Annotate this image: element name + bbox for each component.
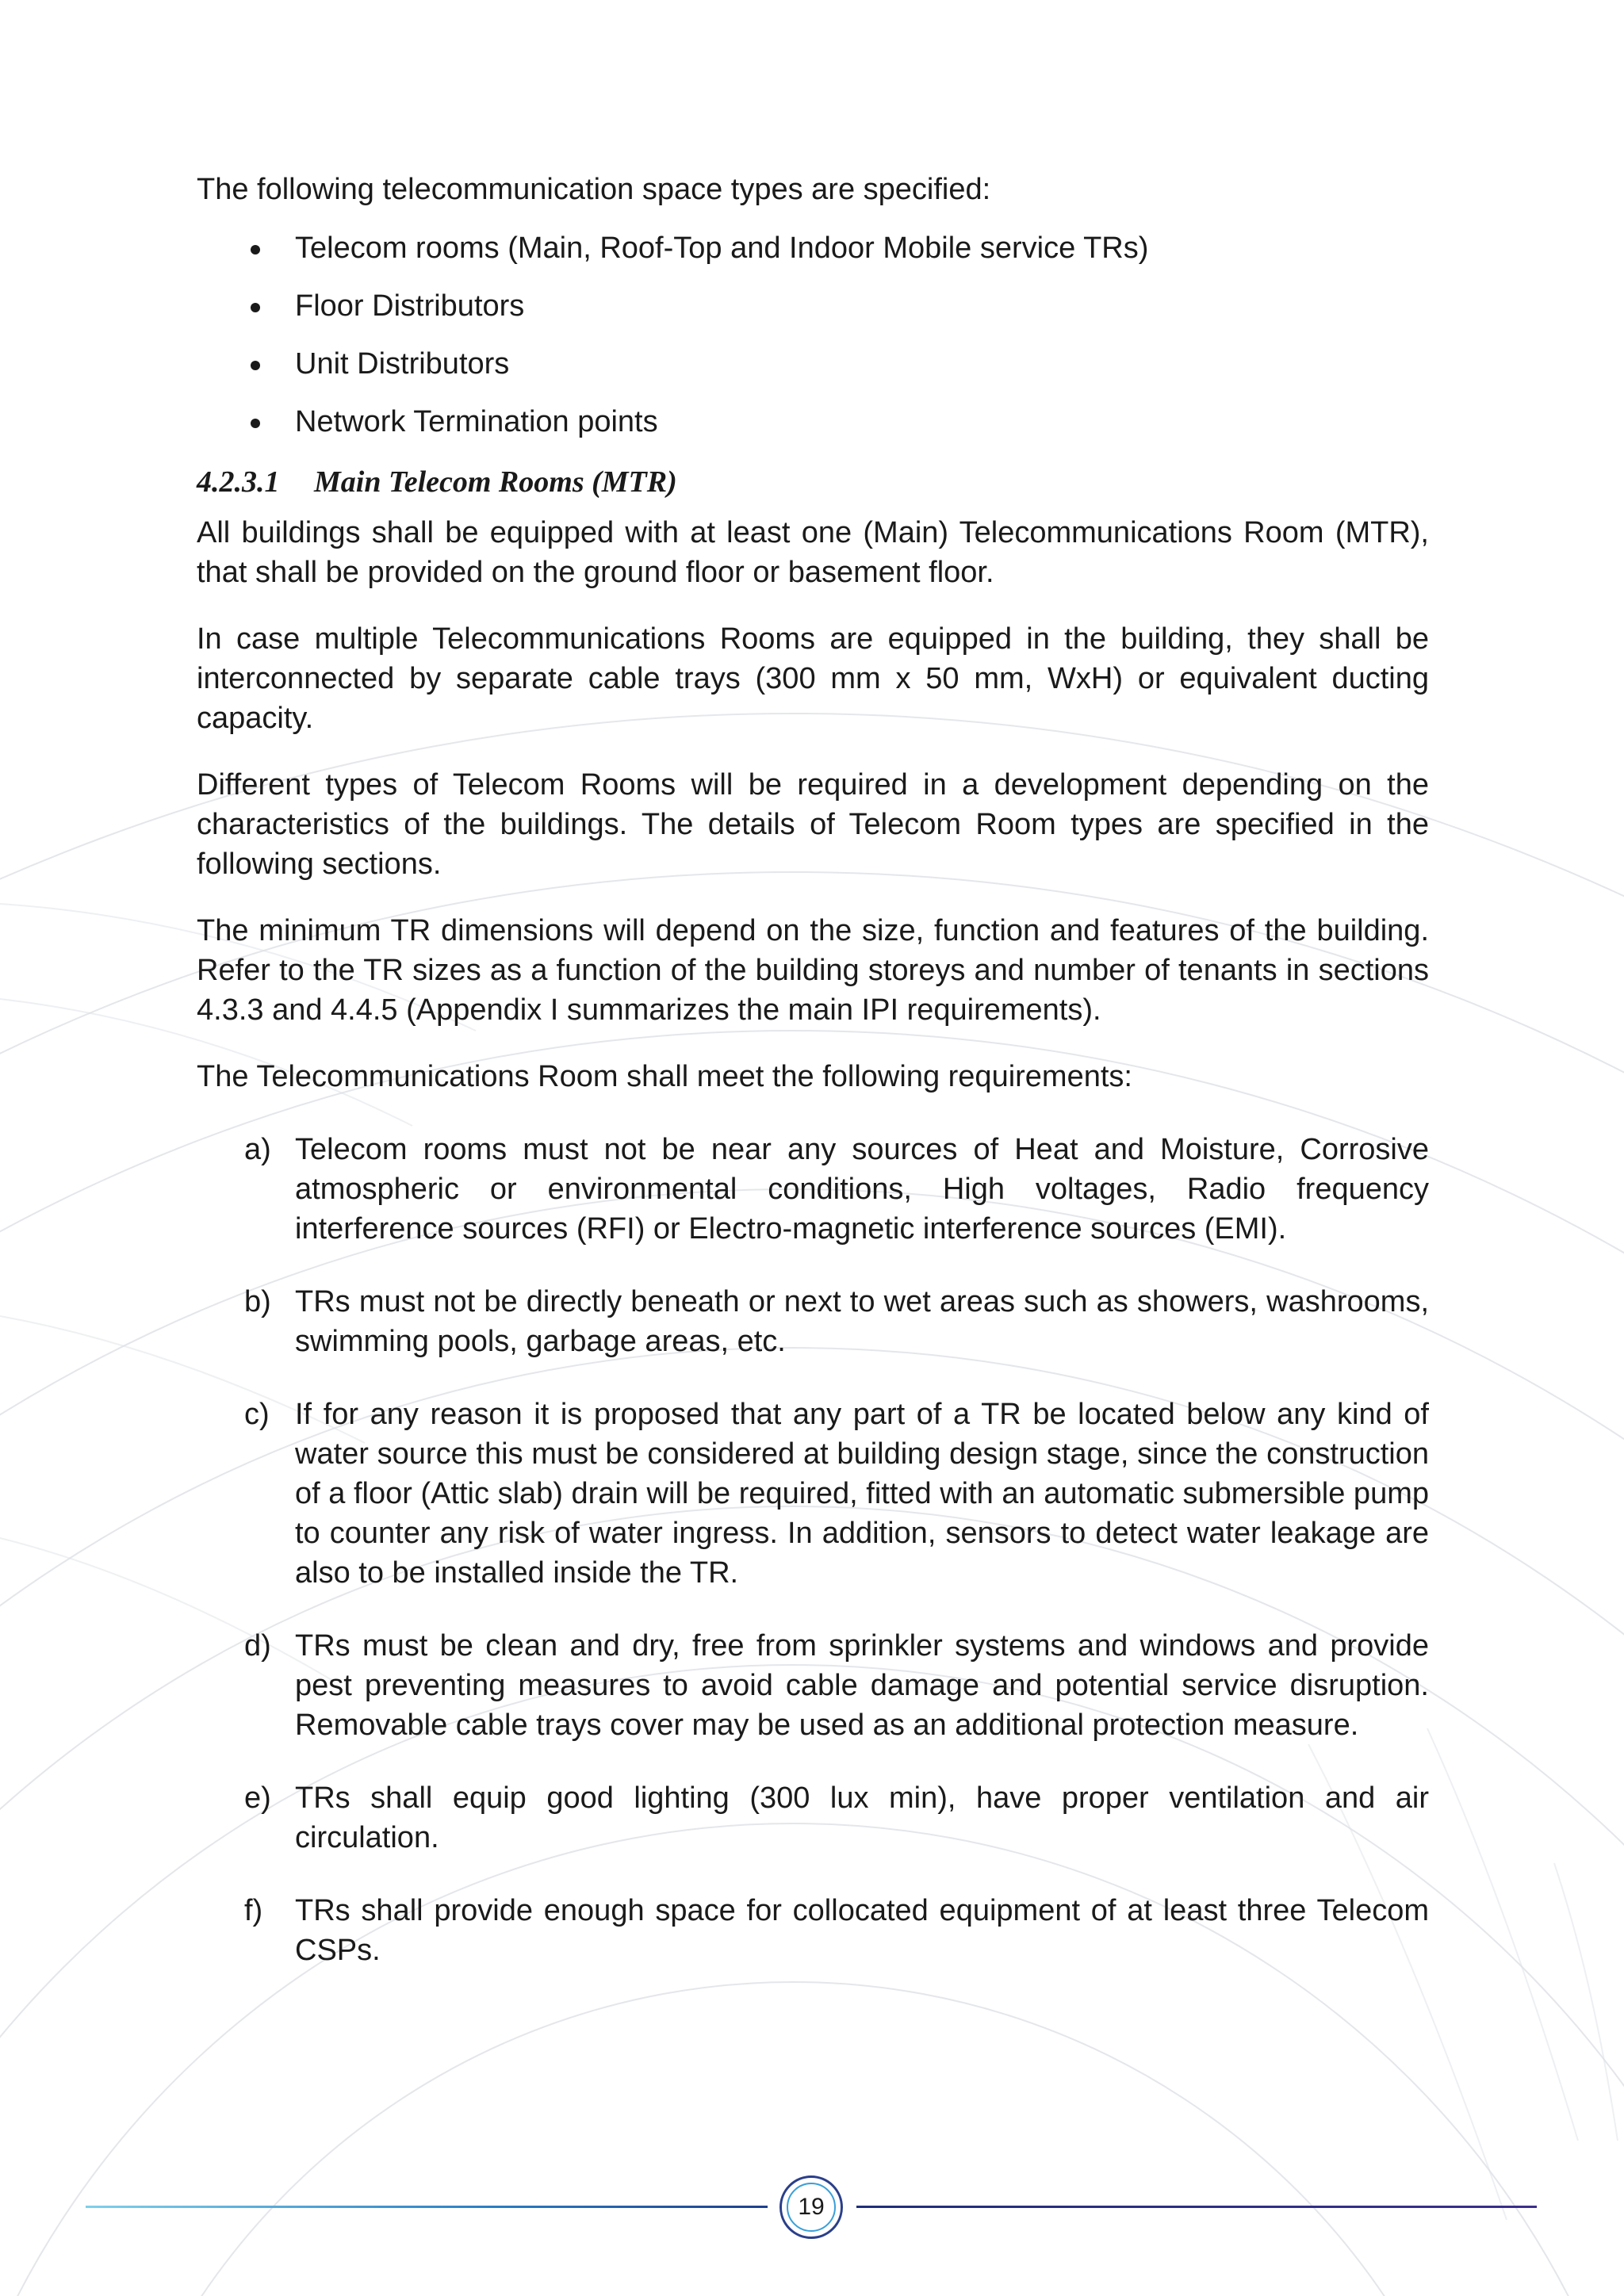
section-number: 4.2.3.1	[197, 465, 280, 499]
paragraph: All buildings shall be equipped with at least one (Main) Telecommunications Room (MTR), that shall be provided on the ground floor or basement floor.	[197, 516, 1429, 589]
section-title: Main Telecom Rooms (MTR)	[314, 465, 677, 499]
section-heading	[197, 462, 1429, 502]
list-item: Network Termination points	[197, 402, 1429, 442]
requirement-item	[197, 1395, 1429, 1593]
requirement-letter: e)	[244, 1781, 271, 1815]
requirement-text: TRs shall equip good lighting (300 lux min), have proper ventilation and air circulation.	[295, 1781, 1429, 1854]
requirement-text: Telecom rooms must not be near any sources of Heat and Moisture, Corrosive atmospheric or environmental conditions, High voltages, Radio frequency interference sources (RFI) or Electro-magnetic interference sources (EMI).	[295, 1133, 1429, 1246]
requirement-text: TRs must be clean and dry, free from sprinkler systems and windows and provide pest preventing measures to avoid cable damage and potential service disruption. Removable cable trays cover may be used as an additional protection measure.	[295, 1629, 1429, 1742]
bullet-icon	[251, 303, 260, 312]
requirement-letter: c)	[244, 1398, 270, 1431]
requirement-item	[197, 1282, 1429, 1361]
paragraph: Different types of Telecom Rooms will be required in a development depending on the characteristics of the buildings. The details of Telecom Room types are specified in the following sections.	[197, 768, 1429, 881]
list-item: Unit Distributors	[197, 344, 1429, 384]
requirement-letter: d)	[244, 1629, 271, 1663]
requirement-item	[197, 1891, 1429, 1970]
page-number-badge	[779, 2175, 843, 2239]
requirement-item	[197, 1626, 1429, 1745]
requirement-letter: a)	[244, 1133, 271, 1166]
bullet-icon	[251, 361, 260, 370]
space-types-list	[197, 228, 1429, 442]
footer-divider-right	[856, 2206, 1537, 2208]
requirement-text: TRs must not be directly beneath or next to wet areas such as showers, washrooms, swimming pools, garbage areas, etc.	[295, 1285, 1429, 1358]
requirement-text: If for any reason it is proposed that any part of a TR be located below any kind of water source this must be considered at building design stage, since the construction of a floor (Attic slab) drain will be required, fitted with an automatic submersible pump to counter any risk of water ingress. In addition, sensors to detect water leakage are also to be installed inside the TR.	[295, 1398, 1429, 1590]
requirement-text: TRs shall provide enough space for collocated equipment of at least three Telecom CSPs.	[295, 1894, 1429, 1967]
requirement-letter: b)	[244, 1285, 271, 1318]
list-item: Floor Distributors	[197, 286, 1429, 326]
page-content	[197, 170, 1429, 2003]
bullet-icon	[251, 419, 260, 428]
requirements-list	[197, 1130, 1429, 1970]
list-item: Telecom rooms (Main, Roof-Top and Indoor Mobile service TRs)	[197, 228, 1429, 268]
footer-divider-left	[86, 2206, 768, 2208]
paragraph: The minimum TR dimensions will depend on the size, function and features of the building. Refer to the TR sizes as a function of the building storeys and number of tenants in sections 4.3.3 and 4.4.5 (Appendix I summarizes the main IPI requirements).	[197, 914, 1429, 1027]
paragraph: In case multiple Telecommunications Rooms are equipped in the building, they shall be interconnected by separate cable trays (300 mm x 50 mm, WxH) or equivalent ducting capacity.	[197, 622, 1429, 735]
intro-text: The following telecommunication space types are specified:	[197, 173, 991, 206]
bullet-icon	[251, 245, 260, 254]
requirement-item	[197, 1130, 1429, 1249]
requirement-letter: f)	[244, 1894, 263, 1927]
page-number: 19	[787, 2183, 836, 2232]
requirement-item	[197, 1778, 1429, 1858]
requirements-lead: The Telecommunications Room shall meet the following requirements:	[197, 1060, 1132, 1093]
